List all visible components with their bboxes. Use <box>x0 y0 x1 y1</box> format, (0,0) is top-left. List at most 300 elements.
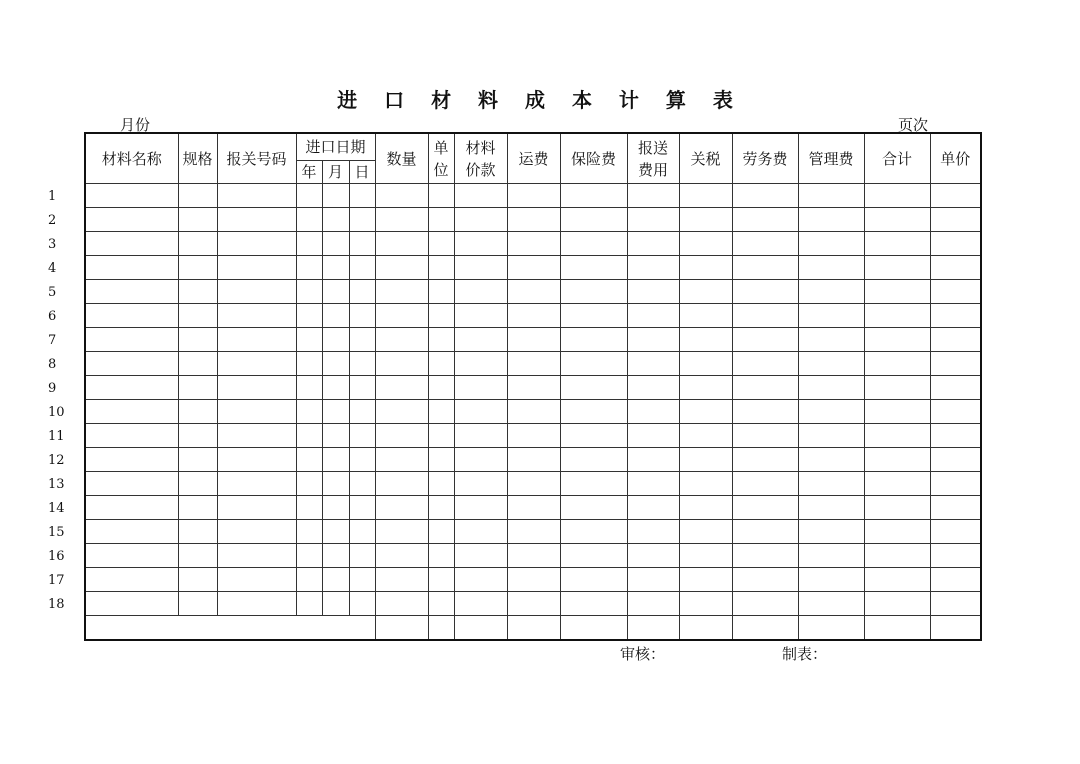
table-cell[interactable] <box>375 592 428 616</box>
table-cell[interactable] <box>732 496 798 520</box>
table-cell[interactable] <box>864 328 930 352</box>
table-cell[interactable] <box>560 184 627 208</box>
table-cell[interactable] <box>322 280 349 304</box>
table-cell[interactable] <box>798 496 864 520</box>
table-cell[interactable] <box>679 352 732 376</box>
table-cell[interactable] <box>349 520 375 544</box>
table-cell[interactable] <box>375 496 428 520</box>
table-cell[interactable] <box>178 400 217 424</box>
table-cell[interactable] <box>507 424 560 448</box>
table-cell[interactable] <box>322 400 349 424</box>
table-cell[interactable] <box>296 184 322 208</box>
summary-cell[interactable] <box>375 616 428 641</box>
table-cell[interactable] <box>864 544 930 568</box>
table-cell[interactable] <box>178 256 217 280</box>
table-cell[interactable] <box>679 592 732 616</box>
table-cell[interactable] <box>85 304 178 328</box>
table-cell[interactable] <box>375 232 428 256</box>
table-cell[interactable] <box>732 232 798 256</box>
table-cell[interactable] <box>864 256 930 280</box>
table-cell[interactable] <box>798 568 864 592</box>
table-cell[interactable] <box>627 304 679 328</box>
table-cell[interactable] <box>217 424 296 448</box>
table-cell[interactable] <box>296 328 322 352</box>
table-cell[interactable] <box>349 568 375 592</box>
table-cell[interactable] <box>375 256 428 280</box>
table-cell[interactable] <box>930 376 981 400</box>
table-cell[interactable] <box>454 496 507 520</box>
table-cell[interactable] <box>178 496 217 520</box>
table-cell[interactable] <box>454 448 507 472</box>
table-cell[interactable] <box>428 544 454 568</box>
table-cell[interactable] <box>428 232 454 256</box>
table-cell[interactable] <box>560 424 627 448</box>
table-cell[interactable] <box>627 208 679 232</box>
table-cell[interactable] <box>679 232 732 256</box>
table-cell[interactable] <box>349 208 375 232</box>
table-cell[interactable] <box>560 448 627 472</box>
table-cell[interactable] <box>627 544 679 568</box>
table-cell[interactable] <box>322 256 349 280</box>
table-cell[interactable] <box>85 376 178 400</box>
table-cell[interactable] <box>217 496 296 520</box>
table-cell[interactable] <box>454 184 507 208</box>
table-cell[interactable] <box>375 568 428 592</box>
table-cell[interactable] <box>322 232 349 256</box>
table-cell[interactable] <box>798 424 864 448</box>
table-cell[interactable] <box>798 280 864 304</box>
table-cell[interactable] <box>560 280 627 304</box>
table-cell[interactable] <box>732 568 798 592</box>
table-cell[interactable] <box>560 472 627 496</box>
summary-cell[interactable] <box>428 616 454 641</box>
table-cell[interactable] <box>428 280 454 304</box>
table-cell[interactable] <box>85 280 178 304</box>
table-cell[interactable] <box>454 568 507 592</box>
table-cell[interactable] <box>627 328 679 352</box>
table-cell[interactable] <box>930 256 981 280</box>
table-cell[interactable] <box>178 424 217 448</box>
table-cell[interactable] <box>930 424 981 448</box>
table-cell[interactable] <box>322 184 349 208</box>
table-cell[interactable] <box>375 376 428 400</box>
table-cell[interactable] <box>507 352 560 376</box>
table-cell[interactable] <box>507 496 560 520</box>
table-cell[interactable] <box>930 568 981 592</box>
table-cell[interactable] <box>732 544 798 568</box>
table-cell[interactable] <box>428 208 454 232</box>
table-cell[interactable] <box>322 592 349 616</box>
table-cell[interactable] <box>454 472 507 496</box>
table-cell[interactable] <box>864 472 930 496</box>
table-cell[interactable] <box>560 520 627 544</box>
table-cell[interactable] <box>322 352 349 376</box>
table-cell[interactable] <box>349 232 375 256</box>
table-cell[interactable] <box>349 280 375 304</box>
table-cell[interactable] <box>732 376 798 400</box>
table-cell[interactable] <box>930 472 981 496</box>
table-cell[interactable] <box>679 520 732 544</box>
table-cell[interactable] <box>454 592 507 616</box>
table-cell[interactable] <box>930 184 981 208</box>
table-cell[interactable] <box>732 352 798 376</box>
table-cell[interactable] <box>454 256 507 280</box>
table-cell[interactable] <box>930 280 981 304</box>
table-cell[interactable] <box>178 280 217 304</box>
summary-cell[interactable] <box>732 616 798 641</box>
table-cell[interactable] <box>85 232 178 256</box>
table-cell[interactable] <box>930 496 981 520</box>
table-cell[interactable] <box>679 256 732 280</box>
table-cell[interactable] <box>178 520 217 544</box>
table-cell[interactable] <box>296 592 322 616</box>
table-cell[interactable] <box>930 400 981 424</box>
table-cell[interactable] <box>85 448 178 472</box>
table-cell[interactable] <box>217 280 296 304</box>
summary-cell[interactable] <box>627 616 679 641</box>
table-cell[interactable] <box>627 448 679 472</box>
table-cell[interactable] <box>375 424 428 448</box>
table-cell[interactable] <box>296 400 322 424</box>
table-cell[interactable] <box>560 352 627 376</box>
table-cell[interactable] <box>375 328 428 352</box>
table-cell[interactable] <box>627 400 679 424</box>
table-cell[interactable] <box>428 496 454 520</box>
table-cell[interactable] <box>864 208 930 232</box>
table-cell[interactable] <box>217 232 296 256</box>
table-cell[interactable] <box>732 400 798 424</box>
table-cell[interactable] <box>296 472 322 496</box>
table-cell[interactable] <box>85 424 178 448</box>
table-cell[interactable] <box>798 304 864 328</box>
table-cell[interactable] <box>428 472 454 496</box>
table-cell[interactable] <box>322 472 349 496</box>
table-cell[interactable] <box>85 208 178 232</box>
table-cell[interactable] <box>732 184 798 208</box>
table-cell[interactable] <box>178 544 217 568</box>
table-cell[interactable] <box>349 376 375 400</box>
table-cell[interactable] <box>560 592 627 616</box>
table-cell[interactable] <box>375 352 428 376</box>
table-cell[interactable] <box>507 232 560 256</box>
table-cell[interactable] <box>428 520 454 544</box>
table-cell[interactable] <box>930 208 981 232</box>
table-cell[interactable] <box>296 304 322 328</box>
table-cell[interactable] <box>454 208 507 232</box>
table-cell[interactable] <box>296 424 322 448</box>
table-cell[interactable] <box>798 400 864 424</box>
table-cell[interactable] <box>732 424 798 448</box>
table-cell[interactable] <box>428 448 454 472</box>
table-cell[interactable] <box>349 544 375 568</box>
table-cell[interactable] <box>178 304 217 328</box>
table-cell[interactable] <box>864 592 930 616</box>
summary-cell[interactable] <box>930 616 981 641</box>
table-cell[interactable] <box>930 352 981 376</box>
summary-cell[interactable] <box>798 616 864 641</box>
table-cell[interactable] <box>507 592 560 616</box>
table-cell[interactable] <box>798 256 864 280</box>
table-cell[interactable] <box>375 544 428 568</box>
table-cell[interactable] <box>507 520 560 544</box>
table-cell[interactable] <box>349 400 375 424</box>
summary-cell[interactable] <box>679 616 732 641</box>
table-cell[interactable] <box>296 280 322 304</box>
table-cell[interactable] <box>296 496 322 520</box>
table-cell[interactable] <box>454 352 507 376</box>
table-cell[interactable] <box>864 424 930 448</box>
summary-cell[interactable] <box>454 616 507 641</box>
table-cell[interactable] <box>864 232 930 256</box>
table-cell[interactable] <box>627 568 679 592</box>
table-cell[interactable] <box>322 424 349 448</box>
table-cell[interactable] <box>627 352 679 376</box>
table-cell[interactable] <box>178 592 217 616</box>
table-cell[interactable] <box>85 256 178 280</box>
table-cell[interactable] <box>732 472 798 496</box>
table-cell[interactable] <box>178 232 217 256</box>
table-cell[interactable] <box>679 208 732 232</box>
table-cell[interactable] <box>454 304 507 328</box>
table-cell[interactable] <box>349 496 375 520</box>
table-cell[interactable] <box>296 208 322 232</box>
table-cell[interactable] <box>217 520 296 544</box>
table-cell[interactable] <box>296 568 322 592</box>
table-cell[interactable] <box>627 472 679 496</box>
table-cell[interactable] <box>627 496 679 520</box>
table-cell[interactable] <box>798 520 864 544</box>
table-cell[interactable] <box>798 544 864 568</box>
table-cell[interactable] <box>454 328 507 352</box>
table-cell[interactable] <box>864 400 930 424</box>
table-cell[interactable] <box>296 448 322 472</box>
table-cell[interactable] <box>732 256 798 280</box>
table-cell[interactable] <box>679 544 732 568</box>
table-cell[interactable] <box>428 256 454 280</box>
table-cell[interactable] <box>679 472 732 496</box>
table-cell[interactable] <box>864 568 930 592</box>
table-cell[interactable] <box>428 376 454 400</box>
table-cell[interactable] <box>930 304 981 328</box>
table-cell[interactable] <box>679 376 732 400</box>
table-cell[interactable] <box>507 400 560 424</box>
table-cell[interactable] <box>178 376 217 400</box>
table-cell[interactable] <box>217 544 296 568</box>
table-cell[interactable] <box>178 472 217 496</box>
table-cell[interactable] <box>322 520 349 544</box>
table-cell[interactable] <box>679 496 732 520</box>
table-cell[interactable] <box>454 232 507 256</box>
table-cell[interactable] <box>428 400 454 424</box>
table-cell[interactable] <box>178 184 217 208</box>
table-cell[interactable] <box>507 328 560 352</box>
table-cell[interactable] <box>296 352 322 376</box>
table-cell[interactable] <box>85 544 178 568</box>
table-cell[interactable] <box>507 568 560 592</box>
table-cell[interactable] <box>322 376 349 400</box>
table-cell[interactable] <box>217 448 296 472</box>
table-cell[interactable] <box>732 208 798 232</box>
table-cell[interactable] <box>507 472 560 496</box>
table-cell[interactable] <box>322 448 349 472</box>
table-cell[interactable] <box>217 568 296 592</box>
table-cell[interactable] <box>178 352 217 376</box>
table-cell[interactable] <box>349 304 375 328</box>
table-cell[interactable] <box>507 544 560 568</box>
table-cell[interactable] <box>454 520 507 544</box>
summary-cell[interactable] <box>560 616 627 641</box>
table-cell[interactable] <box>85 496 178 520</box>
table-cell[interactable] <box>930 592 981 616</box>
table-cell[interactable] <box>732 328 798 352</box>
summary-merged-cell[interactable] <box>85 616 375 641</box>
table-cell[interactable] <box>864 184 930 208</box>
table-cell[interactable] <box>627 520 679 544</box>
table-cell[interactable] <box>560 232 627 256</box>
table-cell[interactable] <box>85 472 178 496</box>
table-cell[interactable] <box>217 376 296 400</box>
table-cell[interactable] <box>296 256 322 280</box>
table-cell[interactable] <box>679 568 732 592</box>
table-cell[interactable] <box>679 280 732 304</box>
table-cell[interactable] <box>560 496 627 520</box>
table-cell[interactable] <box>627 232 679 256</box>
table-cell[interactable] <box>296 544 322 568</box>
table-cell[interactable] <box>507 376 560 400</box>
table-cell[interactable] <box>85 592 178 616</box>
table-cell[interactable] <box>428 184 454 208</box>
table-cell[interactable] <box>322 208 349 232</box>
table-cell[interactable] <box>798 184 864 208</box>
table-cell[interactable] <box>798 208 864 232</box>
table-cell[interactable] <box>349 328 375 352</box>
table-cell[interactable] <box>930 520 981 544</box>
table-cell[interactable] <box>627 184 679 208</box>
table-cell[interactable] <box>375 304 428 328</box>
table-cell[interactable] <box>930 448 981 472</box>
table-cell[interactable] <box>560 400 627 424</box>
table-cell[interactable] <box>428 304 454 328</box>
table-cell[interactable] <box>178 208 217 232</box>
table-cell[interactable] <box>454 424 507 448</box>
table-cell[interactable] <box>507 448 560 472</box>
summary-cell[interactable] <box>507 616 560 641</box>
table-cell[interactable] <box>507 184 560 208</box>
table-cell[interactable] <box>322 544 349 568</box>
table-cell[interactable] <box>349 424 375 448</box>
table-cell[interactable] <box>322 496 349 520</box>
table-cell[interactable] <box>428 592 454 616</box>
table-cell[interactable] <box>349 448 375 472</box>
table-cell[interactable] <box>732 304 798 328</box>
table-cell[interactable] <box>349 472 375 496</box>
table-cell[interactable] <box>217 304 296 328</box>
table-cell[interactable] <box>375 208 428 232</box>
table-cell[interactable] <box>627 424 679 448</box>
table-cell[interactable] <box>627 592 679 616</box>
table-cell[interactable] <box>798 232 864 256</box>
table-cell[interactable] <box>296 520 322 544</box>
table-cell[interactable] <box>560 544 627 568</box>
table-cell[interactable] <box>217 256 296 280</box>
table-cell[interactable] <box>560 208 627 232</box>
table-cell[interactable] <box>428 424 454 448</box>
table-cell[interactable] <box>217 592 296 616</box>
table-cell[interactable] <box>375 448 428 472</box>
table-cell[interactable] <box>375 400 428 424</box>
table-cell[interactable] <box>428 568 454 592</box>
table-cell[interactable] <box>178 568 217 592</box>
table-cell[interactable] <box>375 472 428 496</box>
table-cell[interactable] <box>732 592 798 616</box>
table-cell[interactable] <box>507 304 560 328</box>
table-cell[interactable] <box>560 328 627 352</box>
table-cell[interactable] <box>798 376 864 400</box>
table-cell[interactable] <box>679 448 732 472</box>
table-cell[interactable] <box>322 304 349 328</box>
table-cell[interactable] <box>217 352 296 376</box>
table-cell[interactable] <box>798 352 864 376</box>
table-cell[interactable] <box>85 520 178 544</box>
table-cell[interactable] <box>296 232 322 256</box>
table-cell[interactable] <box>679 328 732 352</box>
table-cell[interactable] <box>322 568 349 592</box>
table-cell[interactable] <box>930 544 981 568</box>
table-cell[interactable] <box>864 352 930 376</box>
table-cell[interactable] <box>627 256 679 280</box>
table-cell[interactable] <box>560 568 627 592</box>
table-cell[interactable] <box>864 496 930 520</box>
table-cell[interactable] <box>428 352 454 376</box>
table-cell[interactable] <box>560 256 627 280</box>
table-cell[interactable] <box>732 448 798 472</box>
table-cell[interactable] <box>322 328 349 352</box>
table-cell[interactable] <box>454 544 507 568</box>
table-cell[interactable] <box>679 184 732 208</box>
table-cell[interactable] <box>296 376 322 400</box>
table-cell[interactable] <box>864 448 930 472</box>
table-cell[interactable] <box>375 280 428 304</box>
table-cell[interactable] <box>349 352 375 376</box>
table-cell[interactable] <box>375 520 428 544</box>
table-cell[interactable] <box>507 208 560 232</box>
table-cell[interactable] <box>349 592 375 616</box>
table-cell[interactable] <box>560 376 627 400</box>
table-cell[interactable] <box>178 328 217 352</box>
table-cell[interactable] <box>798 328 864 352</box>
table-cell[interactable] <box>349 184 375 208</box>
table-cell[interactable] <box>864 376 930 400</box>
table-cell[interactable] <box>679 400 732 424</box>
table-cell[interactable] <box>732 520 798 544</box>
table-cell[interactable] <box>798 472 864 496</box>
table-cell[interactable] <box>85 328 178 352</box>
table-cell[interactable] <box>349 256 375 280</box>
table-cell[interactable] <box>85 568 178 592</box>
table-cell[interactable] <box>454 376 507 400</box>
table-cell[interactable] <box>85 352 178 376</box>
table-cell[interactable] <box>679 424 732 448</box>
summary-cell[interactable] <box>864 616 930 641</box>
table-cell[interactable] <box>864 520 930 544</box>
table-cell[interactable] <box>217 472 296 496</box>
table-cell[interactable] <box>864 304 930 328</box>
table-cell[interactable] <box>217 400 296 424</box>
table-cell[interactable] <box>217 208 296 232</box>
table-cell[interactable] <box>454 280 507 304</box>
table-cell[interactable] <box>507 280 560 304</box>
table-cell[interactable] <box>627 376 679 400</box>
